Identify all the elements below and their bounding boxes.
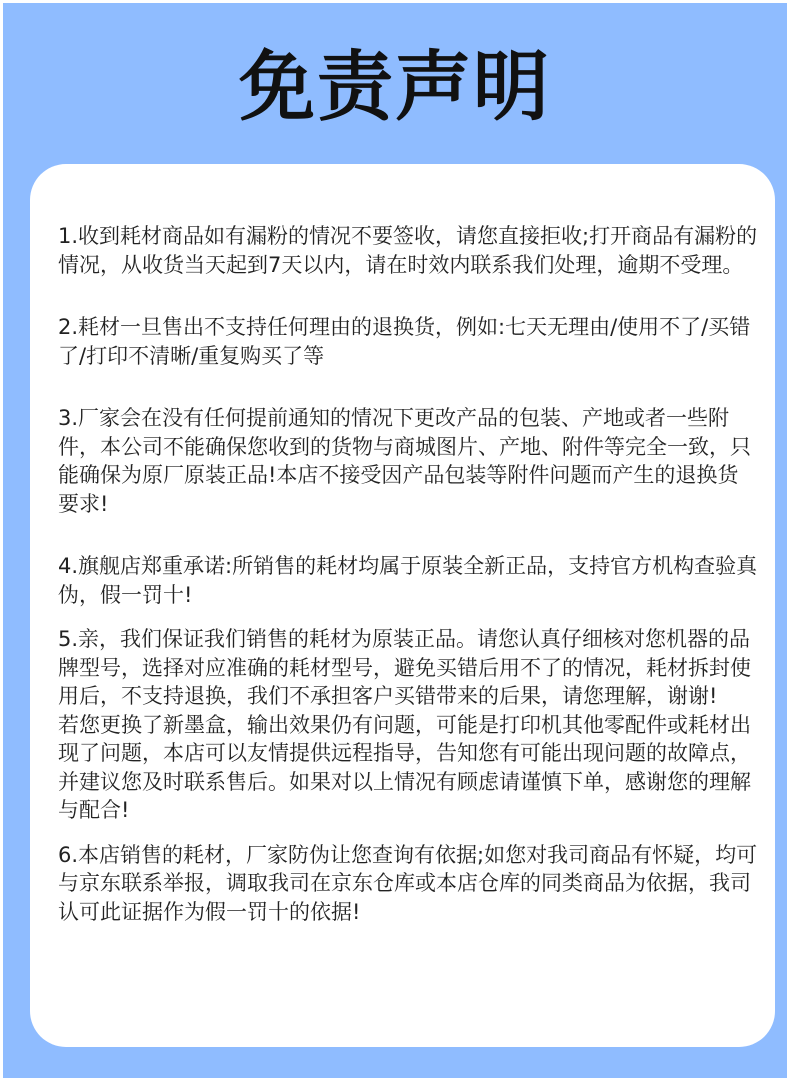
page-title: 免责声明 bbox=[239, 42, 551, 131]
notice-item-1: 1.收到耗材商品如有漏粉的情况不要签收，请您直接拒收;打开商品有漏粉的情况，从收货当天起到7天以内，请在时效内联系我们处理，逾期不受理。 bbox=[58, 224, 758, 277]
spacer bbox=[58, 279, 758, 313]
spacer bbox=[58, 825, 758, 841]
frame-background bbox=[3, 3, 787, 1078]
notice-content bbox=[58, 222, 758, 926]
notice-card bbox=[30, 164, 775, 1047]
notice-item-5: 5.亲，我们保证我们销售的耗材为原装正品。请您认真仔细核对您机器的品牌型号，选择对应准确的耗材型号，避免买错后用不了的情况，耗材拆封使用后，不支持退换，我们不承担客户买错带来的后果，请您理解，谢谢! bbox=[58, 627, 751, 708]
spacer bbox=[58, 518, 758, 552]
notice-item-5-followup: 若您更换了新墨盒，输出效果仍有问题，可能是打印机其他零配件或耗材出现了问题，本店可以友情提供远程指导，告知您有可能出现问题的故障点，并建议您及时联系售后。如果对以上情况有顾虑请谨慎下单，感谢您的理解与配合! bbox=[58, 712, 751, 822]
notice-item-2: 2.耗材一旦售出不支持任何理由的退换货，例如:七天无理由/使用不了/买错了/打印不清晰/重复购买了等 bbox=[58, 315, 751, 368]
spacer bbox=[58, 609, 758, 625]
notice-item-4: 4.旗舰店郑重承诺:所销售的耗材均属于原装全新正品，支持官方机构查验真伪，假一罚十! bbox=[58, 554, 758, 607]
spacer bbox=[58, 370, 758, 404]
notice-item-6: 6.本店销售的耗材，厂家防伪让您查询有依据;如您对我司商品有怀疑，均可与京东联系举报，调取我司在京东仓库或本店仓库的同类商品为依据，我司认可此证据作为假一罚十的依据! bbox=[58, 842, 758, 924]
notice-item-3: 3.厂家会在没有任何提前通知的情况下更改产品的包装、产地或者一些附件，本公司不能确保您收到的货物与商城图片、产地、附件等完全一致，只能确保为原厂原装正品!本店不接受因产品包装等附件问题而产生的退换货要求! bbox=[58, 406, 751, 516]
